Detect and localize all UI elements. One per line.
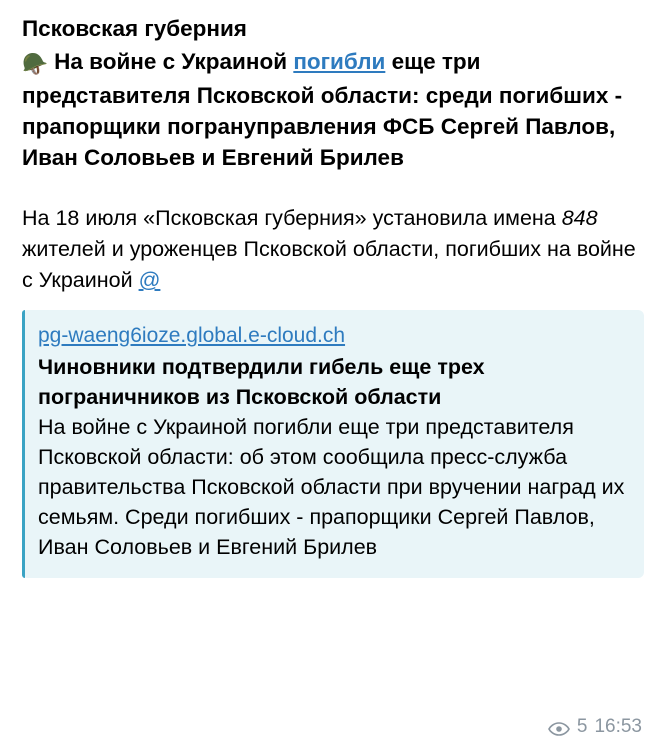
preview-domain-link[interactable]: pg-waeng6ioze.global.e-cloud.ch — [38, 324, 346, 347]
victims-count: 848 — [561, 206, 598, 230]
pogibli-link[interactable]: погибли — [293, 49, 386, 74]
eye-icon — [548, 720, 570, 734]
message-meta — [548, 716, 642, 738]
message-body — [22, 203, 644, 296]
body-text-part1: На 18 июля «Псковская губерния» установила имена — [22, 206, 556, 230]
preview-description: На войне с Украиной погибли еще три представителя Псковской области: об этом сообщила пресс-служба правительства Псковской области при вручении наград их семьям. Среди погибших - прапорщики Сергей Павлов, Иван Соловьев и Евгений Брилев — [38, 415, 625, 559]
link-preview-card[interactable] — [22, 310, 644, 578]
at-mention-link[interactable]: @ — [138, 268, 161, 292]
military-helmet-icon: 🪖 — [22, 53, 49, 76]
channel-title: Псковская губерния — [22, 16, 247, 41]
message-headline — [22, 46, 644, 173]
body-text-part2: жителей и уроженцев Псковской области, погибших на войне с Украиной — [22, 237, 636, 292]
preview-title: Чиновники подтвердили гибель еще трех пограничников из Псковской области — [38, 355, 485, 409]
headline-text-after-link: еще три представителя Псковской области: среди погибших - прапорщики погрануправления ФСБ Сергей Павлов, Иван Соловьев и Евгений Брилев — [22, 49, 623, 170]
message-timestamp: 16:53 — [594, 716, 642, 737]
headline-text-before-link: На войне с Украиной — [54, 49, 288, 74]
views-count: 5 — [576, 716, 588, 737]
